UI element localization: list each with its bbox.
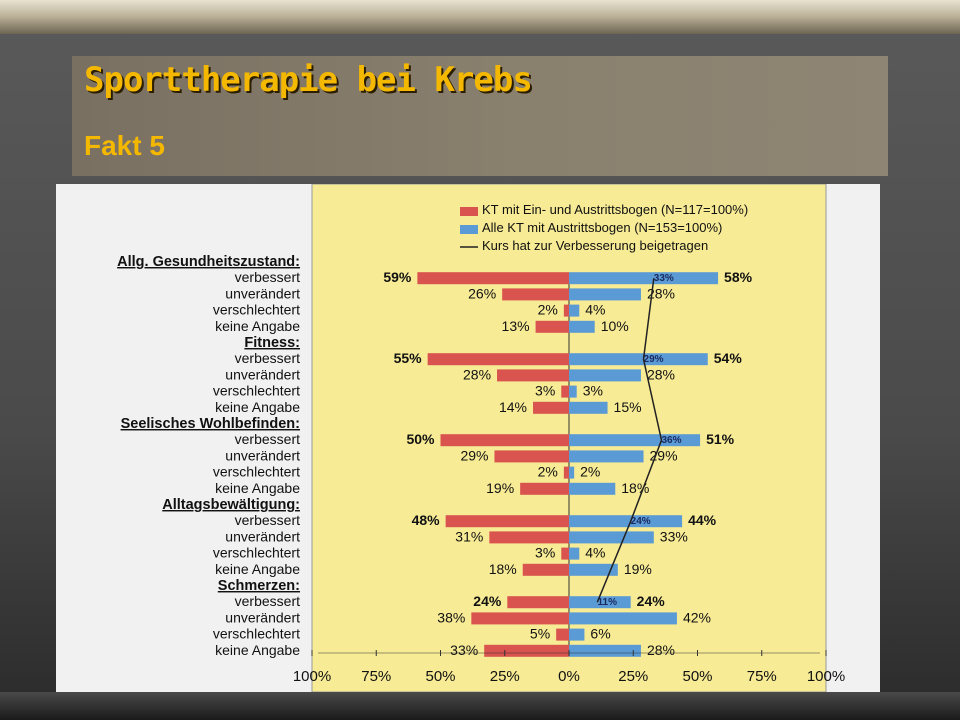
x-tick-label-0: 100%: [292, 668, 332, 685]
group-heading-0: Allg. Gesundheitszustand:: [117, 254, 300, 270]
value-red-4-0: 24%: [473, 593, 502, 610]
value-red-4-1: 38%: [437, 609, 466, 626]
value-red-3-3: 18%: [488, 560, 517, 577]
value-blue-4-0: 24%: [636, 593, 665, 610]
group-heading-2: Seelisches Wohlbefinden:: [120, 416, 300, 432]
value-red-2-0: 50%: [406, 431, 435, 448]
bar-blue-0-0: [569, 272, 718, 284]
legend-red-swatch: [460, 207, 478, 216]
value-blue-1-1: 28%: [646, 366, 675, 383]
bar-blue-3-1: [569, 531, 654, 543]
value-blue-4-2: 6%: [590, 625, 611, 642]
value-red-2-2: 2%: [537, 463, 558, 480]
x-tick-label-2: 50%: [425, 668, 456, 685]
value-blue-1-2: 3%: [582, 382, 603, 399]
bar-blue-3-0: [569, 515, 682, 527]
value-blue-0-3: 10%: [600, 317, 629, 334]
bar-blue-2-3: [569, 483, 615, 495]
row-label-3-1: unverändert: [225, 528, 300, 545]
bar-blue-4-2: [569, 629, 584, 641]
bar-red-0-2: [564, 305, 569, 317]
value-blue-0-2: 4%: [585, 301, 606, 318]
value-blue-4-1: 42%: [682, 609, 711, 626]
row-label-4-1: unverändert: [225, 609, 300, 626]
bar-blue-3-2: [569, 548, 579, 560]
group-heading-4: Schmerzen:: [217, 578, 300, 594]
bar-red-2-0: [441, 434, 570, 446]
value-blue-3-0: 44%: [688, 512, 717, 529]
bar-red-3-3: [523, 564, 569, 576]
row-label-1-3: keine Angabe: [215, 398, 300, 415]
row-label-1-1: unverändert: [225, 366, 300, 383]
value-red-0-3: 13%: [501, 317, 530, 334]
bar-blue-1-3: [569, 402, 608, 414]
bar-red-3-2: [561, 548, 569, 560]
bar-red-1-0: [428, 353, 569, 365]
bar-red-3-0: [446, 515, 569, 527]
x-tick-label-7: 75%: [746, 668, 777, 685]
bar-blue-0-3: [569, 321, 595, 333]
x-tick-label-5: 25%: [618, 668, 649, 685]
bar-blue-2-2: [569, 467, 574, 479]
row-label-3-3: keine Angabe: [215, 560, 300, 577]
x-tick-label-3: 25%: [489, 668, 520, 685]
bar-blue-0-2: [569, 305, 579, 317]
title-box: [72, 56, 888, 176]
value-red-4-3: 33%: [450, 641, 479, 658]
value-red-3-1: 31%: [455, 528, 484, 545]
value-blue-3-1: 33%: [659, 528, 688, 545]
bar-red-4-1: [471, 612, 569, 624]
bar-red-1-3: [533, 402, 569, 414]
improvement-label-0: 33%: [653, 273, 674, 285]
row-label-3-2: verschlechtert: [212, 544, 300, 561]
legend-line-label: Kurs hat zur Verbesserung beigetragen: [482, 238, 709, 253]
value-red-0-2: 2%: [537, 301, 558, 318]
value-blue-0-1: 28%: [646, 285, 675, 302]
bar-red-2-3: [520, 483, 569, 495]
bar-red-2-2: [564, 467, 569, 479]
bar-red-0-0: [417, 272, 569, 284]
value-red-2-3: 19%: [486, 479, 515, 496]
value-blue-2-0: 51%: [706, 431, 735, 448]
row-label-2-2: verschlechtert: [212, 463, 300, 480]
bar-blue-2-1: [569, 450, 644, 462]
value-blue-2-1: 29%: [649, 447, 678, 464]
row-label-2-0: verbessert: [234, 431, 300, 448]
row-label-4-3: keine Angabe: [215, 641, 300, 658]
value-red-1-1: 28%: [463, 366, 492, 383]
value-red-1-2: 3%: [535, 382, 556, 399]
bar-blue-0-1: [569, 288, 641, 300]
row-label-1-2: verschlechtert: [212, 382, 300, 399]
improvement-label-3: 24%: [630, 516, 651, 528]
value-blue-2-3: 18%: [621, 479, 650, 496]
value-red-3-2: 3%: [535, 544, 556, 561]
value-red-1-3: 14%: [498, 398, 528, 415]
value-red-0-1: 26%: [468, 285, 497, 302]
value-red-0-0: 59%: [383, 269, 412, 286]
row-label-0-3: keine Angabe: [215, 317, 300, 334]
chart-image: [56, 184, 880, 692]
value-red-2-1: 29%: [460, 447, 489, 464]
row-label-4-2: verschlechtert: [212, 625, 300, 642]
value-blue-2-2: 2%: [580, 463, 601, 480]
improvement-label-4: 11%: [597, 597, 618, 609]
value-red-1-0: 55%: [393, 350, 422, 367]
legend-blue-label: Alle KT mit Austrittsbogen (N=153=100%): [482, 220, 723, 235]
bar-red-3-1: [489, 531, 569, 543]
bar-blue-4-1: [569, 612, 677, 624]
row-label-2-3: keine Angabe: [215, 479, 300, 496]
legend-red-label: KT mit Ein- und Austrittsbogen (N=117=100%): [482, 202, 749, 217]
slide-title: Sporttherapie bei Krebs: [84, 60, 532, 100]
x-tick-label-6: 50%: [682, 668, 713, 685]
row-label-2-1: unverändert: [225, 447, 300, 464]
value-blue-3-2: 4%: [585, 544, 606, 561]
diverging-bar-chart: [56, 184, 880, 692]
bar-red-2-1: [494, 450, 569, 462]
bar-red-4-2: [556, 629, 569, 641]
x-tick-label-8: 100%: [806, 668, 846, 685]
row-label-3-0: verbessert: [234, 512, 300, 529]
value-blue-3-3: 19%: [623, 560, 652, 577]
top-decor-strip: [0, 0, 960, 34]
x-tick-label-4: 0%: [558, 668, 580, 685]
bar-blue-1-1: [569, 369, 641, 381]
slide-subtitle: Fakt 5: [84, 130, 165, 161]
value-blue-1-3: 15%: [613, 398, 642, 415]
bar-red-4-3: [484, 645, 569, 657]
row-label-0-0: verbessert: [234, 269, 300, 286]
legend-blue-swatch: [460, 225, 478, 234]
bar-blue-1-0: [569, 353, 708, 365]
value-blue-0-0: 58%: [724, 269, 753, 286]
row-label-4-0: verbessert: [234, 593, 300, 610]
group-heading-3: Alltagsbewältigung:: [162, 497, 300, 513]
bar-red-0-3: [536, 321, 569, 333]
row-label-1-0: verbessert: [234, 350, 300, 367]
group-heading-1: Fitness:: [244, 335, 300, 351]
x-tick-label-1: 75%: [361, 668, 392, 685]
bar-red-1-2: [561, 386, 569, 398]
bottom-decor-strip: [0, 692, 960, 720]
bar-red-1-1: [497, 369, 569, 381]
value-blue-4-3: 28%: [646, 641, 675, 658]
row-label-0-2: verschlechtert: [212, 301, 300, 318]
bar-red-4-0: [507, 596, 569, 608]
bar-blue-4-3: [569, 645, 641, 657]
bar-blue-1-2: [569, 386, 577, 398]
row-label-0-1: unverändert: [225, 285, 300, 302]
value-red-4-2: 5%: [529, 625, 551, 642]
improvement-label-1: 29%: [643, 354, 664, 366]
bar-red-0-1: [502, 288, 569, 300]
value-blue-1-0: 54%: [713, 350, 742, 367]
value-red-3-0: 48%: [411, 512, 440, 529]
improvement-label-2: 36%: [661, 435, 682, 447]
